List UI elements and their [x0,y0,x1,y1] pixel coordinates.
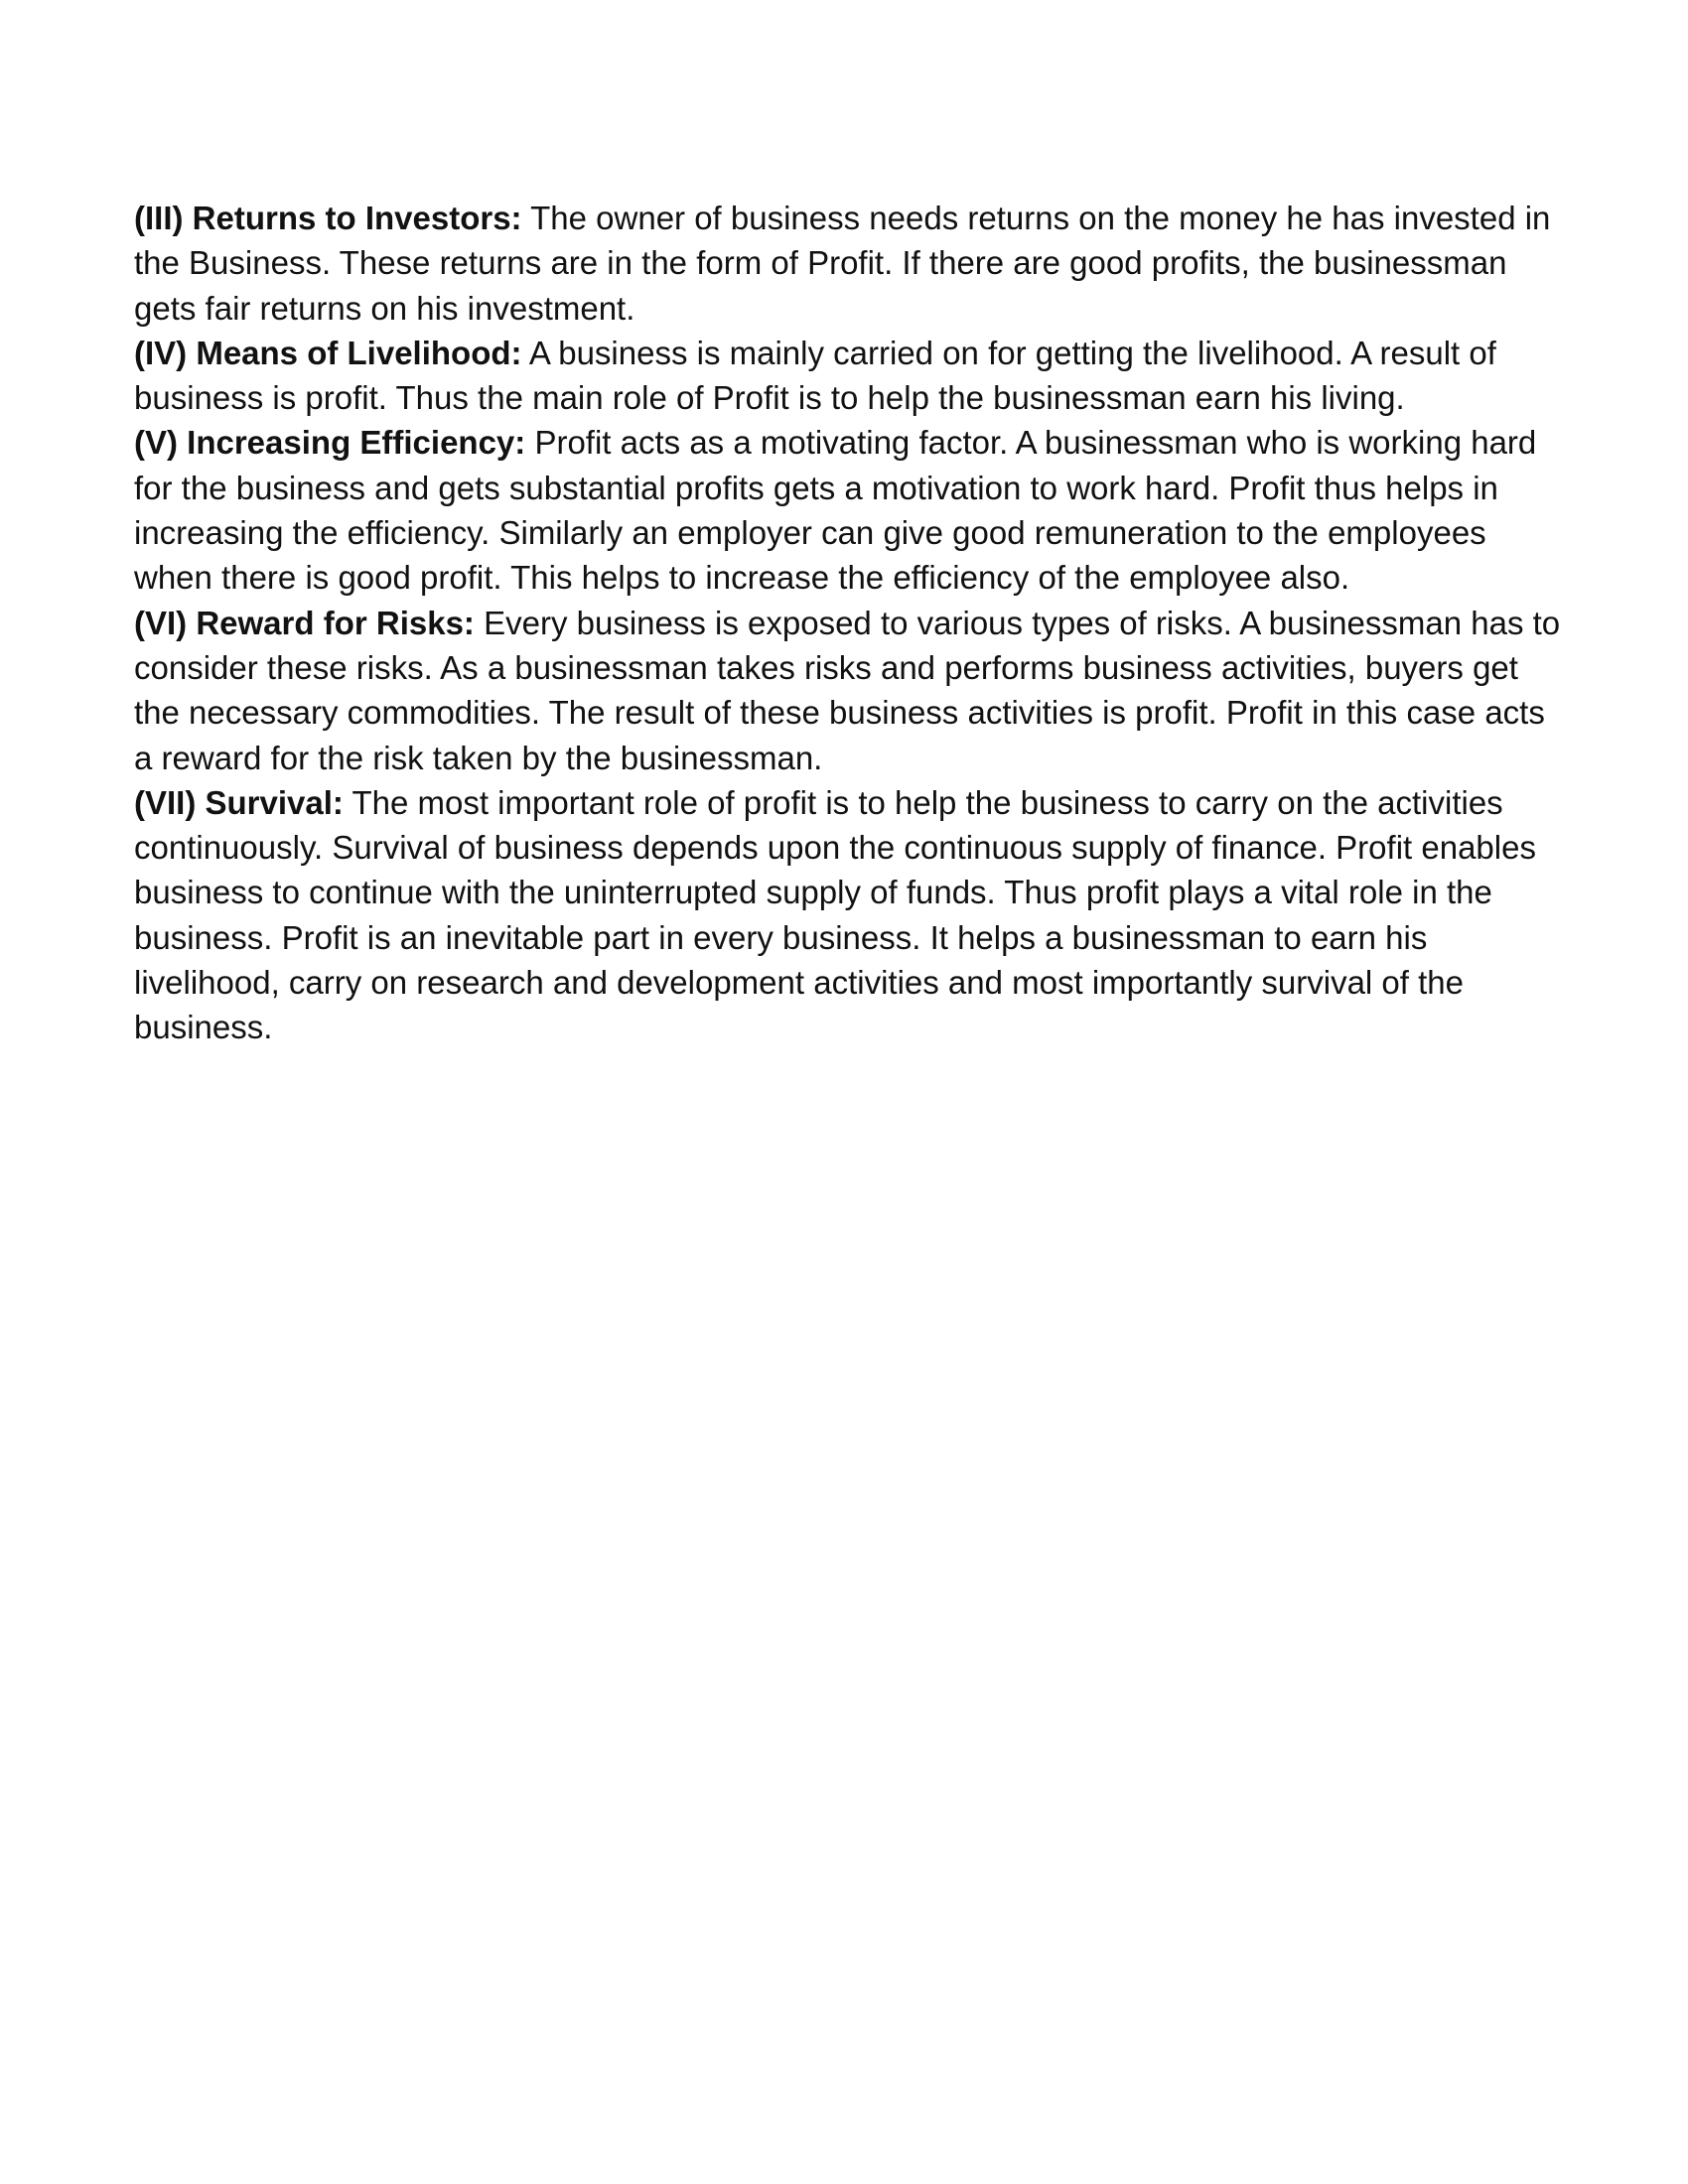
section-text: Profit acts as a motivating factor. A businessman who is working hard for the business and gets substantial profits gets a motivation to work hard. Profit thus helps in increasing the efficiency. Similarly an employer can give good remuneration to the employees when there is good profit. This helps to increase the efficiency of the employee also. [134,424,1537,597]
section-survival [134,780,1564,1050]
section-heading: (III) Returns to Investors: [134,200,522,236]
document-body [134,196,1564,1050]
section-means-of-livelihood [134,331,1564,421]
section-heading: (VI) Reward for Risks: [134,604,475,641]
section-reward-for-risks [134,601,1564,780]
section-heading: (VII) Survival: [134,783,344,821]
section-text: A business is mainly carried on for getting the livelihood. A result of business is profit. Thus the main role of Profit is to help the businessman earn his living. [134,334,1496,417]
section-increasing-efficiency [134,420,1564,600]
section-text: The most important role of profit is to help the business to carry on the activities continuously. Survival of business depends upon the continuous supply of finance. Profit enables business to continue with the uninterrupted supply of funds. Thus profit plays a vital role in the business. Profit is an inevitable part in every business. It helps a businessman to earn his livelihood, carry on research and development activities and most importantly survival of the business. [134,783,1536,1046]
section-text: The owner of business needs returns on the money he has invested in the Business. These returns are in the form of Profit. If there are good profits, the businessman gets fair returns on his investment. [134,200,1551,327]
section-returns-to-investors [134,196,1564,331]
section-heading: (IV) Means of Livelihood: [134,334,522,371]
section-text: Every business is exposed to various types of risks. A businessman has to consider these risks. As a businessman takes risks and performs business activities, buyers get the necessary commodities. The result of these business activities is profit. Profit in this case acts a reward for the risk taken by the businessman. [134,604,1561,776]
section-heading: (V) Increasing Efficiency: [134,424,526,462]
